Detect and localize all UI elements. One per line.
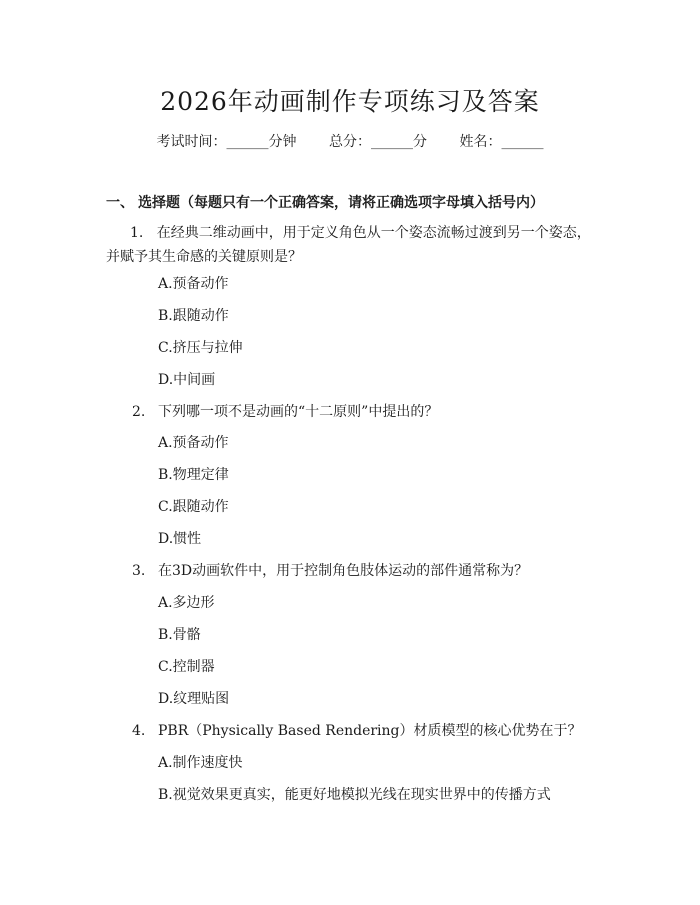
question-number: 2. [132, 404, 146, 420]
option-3b: B.骨骼 [158, 627, 201, 643]
section-heading [106, 192, 544, 212]
option-4a: A.制作速度快 [158, 755, 243, 771]
question-number: 3. [132, 563, 146, 579]
question-text: 下列哪一项不是动画的“十二原则”中提出的？ [158, 404, 439, 420]
option-1a: A.预备动作 [158, 276, 229, 292]
student-name: 姓名：______ [459, 134, 544, 150]
option-2a: A.预备动作 [158, 435, 229, 451]
exam-score: 总分：______分 [329, 134, 427, 150]
question-number: 1. [130, 225, 144, 241]
option-1d: D.中间画 [158, 372, 216, 388]
option-3d: D.纹理贴图 [158, 691, 230, 707]
option-4b: B.视觉效果更真实，能更好地模拟光线在现实世界中的传播方式 [158, 787, 551, 803]
question-number: 4. [132, 723, 146, 739]
question-text: PBR（Physically Based Rendering）材质模型的核心优势在于？ [158, 723, 582, 739]
section-title: 选择题（每题只有一个正确答案，请将正确选项字母填入括号内） [138, 195, 544, 211]
question-2 [132, 400, 438, 424]
question-text: 在经典二维动画中，用于定义角色从一个姿态流畅过渡到另一个姿态，并赋予其生命感的关键原则是？ [106, 225, 591, 265]
page-title: 2026年动画制作专项练习及答案 [160, 87, 540, 116]
option-1b: B.跟随动作 [158, 308, 229, 324]
exam-time: 考试时间：______分钟 [156, 134, 297, 150]
option-2c: C.跟随动作 [158, 499, 229, 515]
question-3 [132, 559, 528, 583]
section-number: 一、 [106, 195, 134, 211]
option-3c: C.控制器 [158, 659, 215, 675]
question-1 [106, 221, 602, 269]
option-2d: D.惯性 [158, 531, 202, 547]
option-3a: A.多边形 [158, 595, 215, 611]
option-2b: B.物理定律 [158, 467, 229, 483]
question-text: 在3D动画软件中，用于控制角色肢体运动的部件通常称为？ [158, 563, 529, 579]
question-4 [132, 719, 582, 743]
option-1c: C.挤压与拉伸 [158, 340, 243, 356]
exam-info [0, 131, 700, 151]
